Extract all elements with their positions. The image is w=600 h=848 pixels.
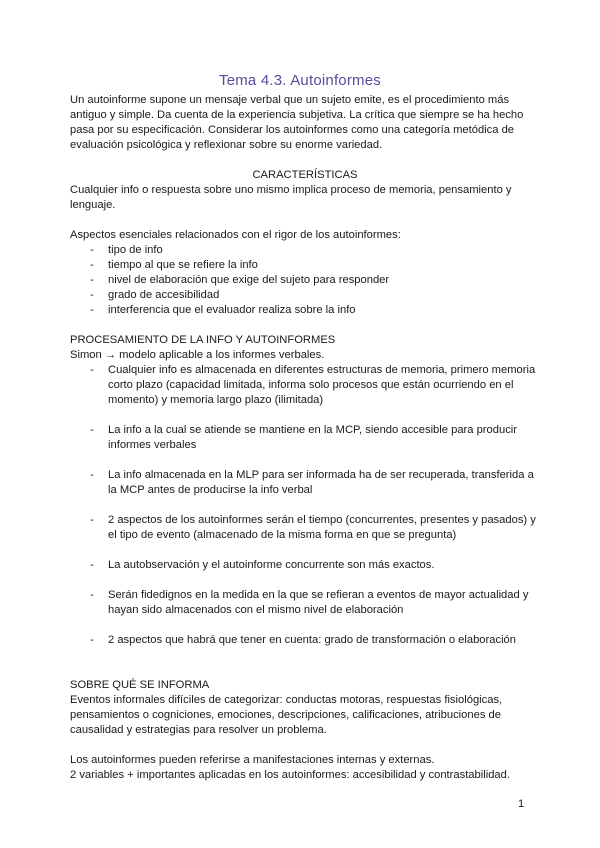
list-item: - Cualquier info es almacenada en diferentes estructuras de memoria, primero memoria corto plazo (capacidad limitada, informa solo procesos que están ocurriendo en el momento) y memoria largo plazo (ilimitada) <box>70 363 540 408</box>
sobre-heading: SOBRE QUÉ SE INFORMA <box>70 679 210 691</box>
procesamiento-lead: Simon → modelo aplicable a los informes verbales. <box>70 349 325 361</box>
list-item: - La autobservación y el autoinforme concurrente son más exactos. <box>70 558 540 573</box>
aspectos-list <box>70 243 540 318</box>
list-item: - 2 aspectos de los autoinformes serán el tiempo (concurrentes, presentes y pasados) y el tipo de evento (almacenado de la misma forma en que se pregunta) <box>70 513 540 543</box>
list-item: - Serán fidedignos en la medida en la que se refieran a eventos de mayor actualidad y hayan sido almacenados con el mismo nivel de elaboración <box>70 588 540 618</box>
list-item: - nivel de elaboración que exige del sujeto para responder <box>70 273 540 288</box>
procesamiento-list <box>70 363 540 648</box>
intro-paragraph: Un autoinforme supone un mensaje verbal que un sujeto emite, es el procedimiento más antiguo y simple. Da cuenta de la experiencia subjetiva. La crítica que siempre se ha hecho pasa por su especificación. Considerar los autoinformes como una categoría metódica de evaluación psicológica y reflexionar sobre su enorme variedad. <box>70 94 524 151</box>
list-item: - tipo de info <box>70 243 540 258</box>
procesamiento-heading: PROCESAMIENTO DE LA INFO Y AUTOINFORMES <box>70 334 336 346</box>
list-item: - 2 aspectos que habrá que tener en cuenta: grado de transformación o elaboración <box>70 633 540 648</box>
list-item: - interferencia que el evaluador realiza sobre la info <box>70 303 540 318</box>
list-item: - grado de accesibilidad <box>70 288 540 303</box>
page-title: Tema 4.3. Autoinformes <box>219 72 381 89</box>
list-item: - La info a la cual se atiende se mantiene en la MCP, siendo accesible para producir informes verbales <box>70 423 540 453</box>
sobre-line-1: Los autoinformes pueden referirse a manifestaciones internas y externas. <box>70 754 435 766</box>
aspectos-lead: Aspectos esenciales relacionados con el rigor de los autoinformes: <box>70 229 401 241</box>
caracteristicas-heading: CARACTERÍSTICAS <box>252 169 358 181</box>
list-item: - La info almacenada en la MLP para ser informada ha de ser recuperada, transferida a la MCP antes de producirse la info verbal <box>70 468 540 498</box>
sobre-line-2: 2 variables + importantes aplicadas en los autoinformes: accesibilidad y contrastabilidad. <box>70 769 510 781</box>
page-number: 1 <box>518 798 525 810</box>
list-item: - tiempo al que se refiere la info <box>70 258 540 273</box>
sobre-text: Eventos informales difíciles de categorizar: conductas motoras, respuestas fisiológicas, pensamientos o cogniciones, emociones, descripciones, calificaciones, atribuciones de causalidad y estrategias para resolver un problema. <box>70 694 503 736</box>
caracteristicas-text: Cualquier info o respuesta sobre uno mismo implica proceso de memoria, pensamiento y lenguaje. <box>70 184 512 211</box>
document-body <box>70 93 540 783</box>
